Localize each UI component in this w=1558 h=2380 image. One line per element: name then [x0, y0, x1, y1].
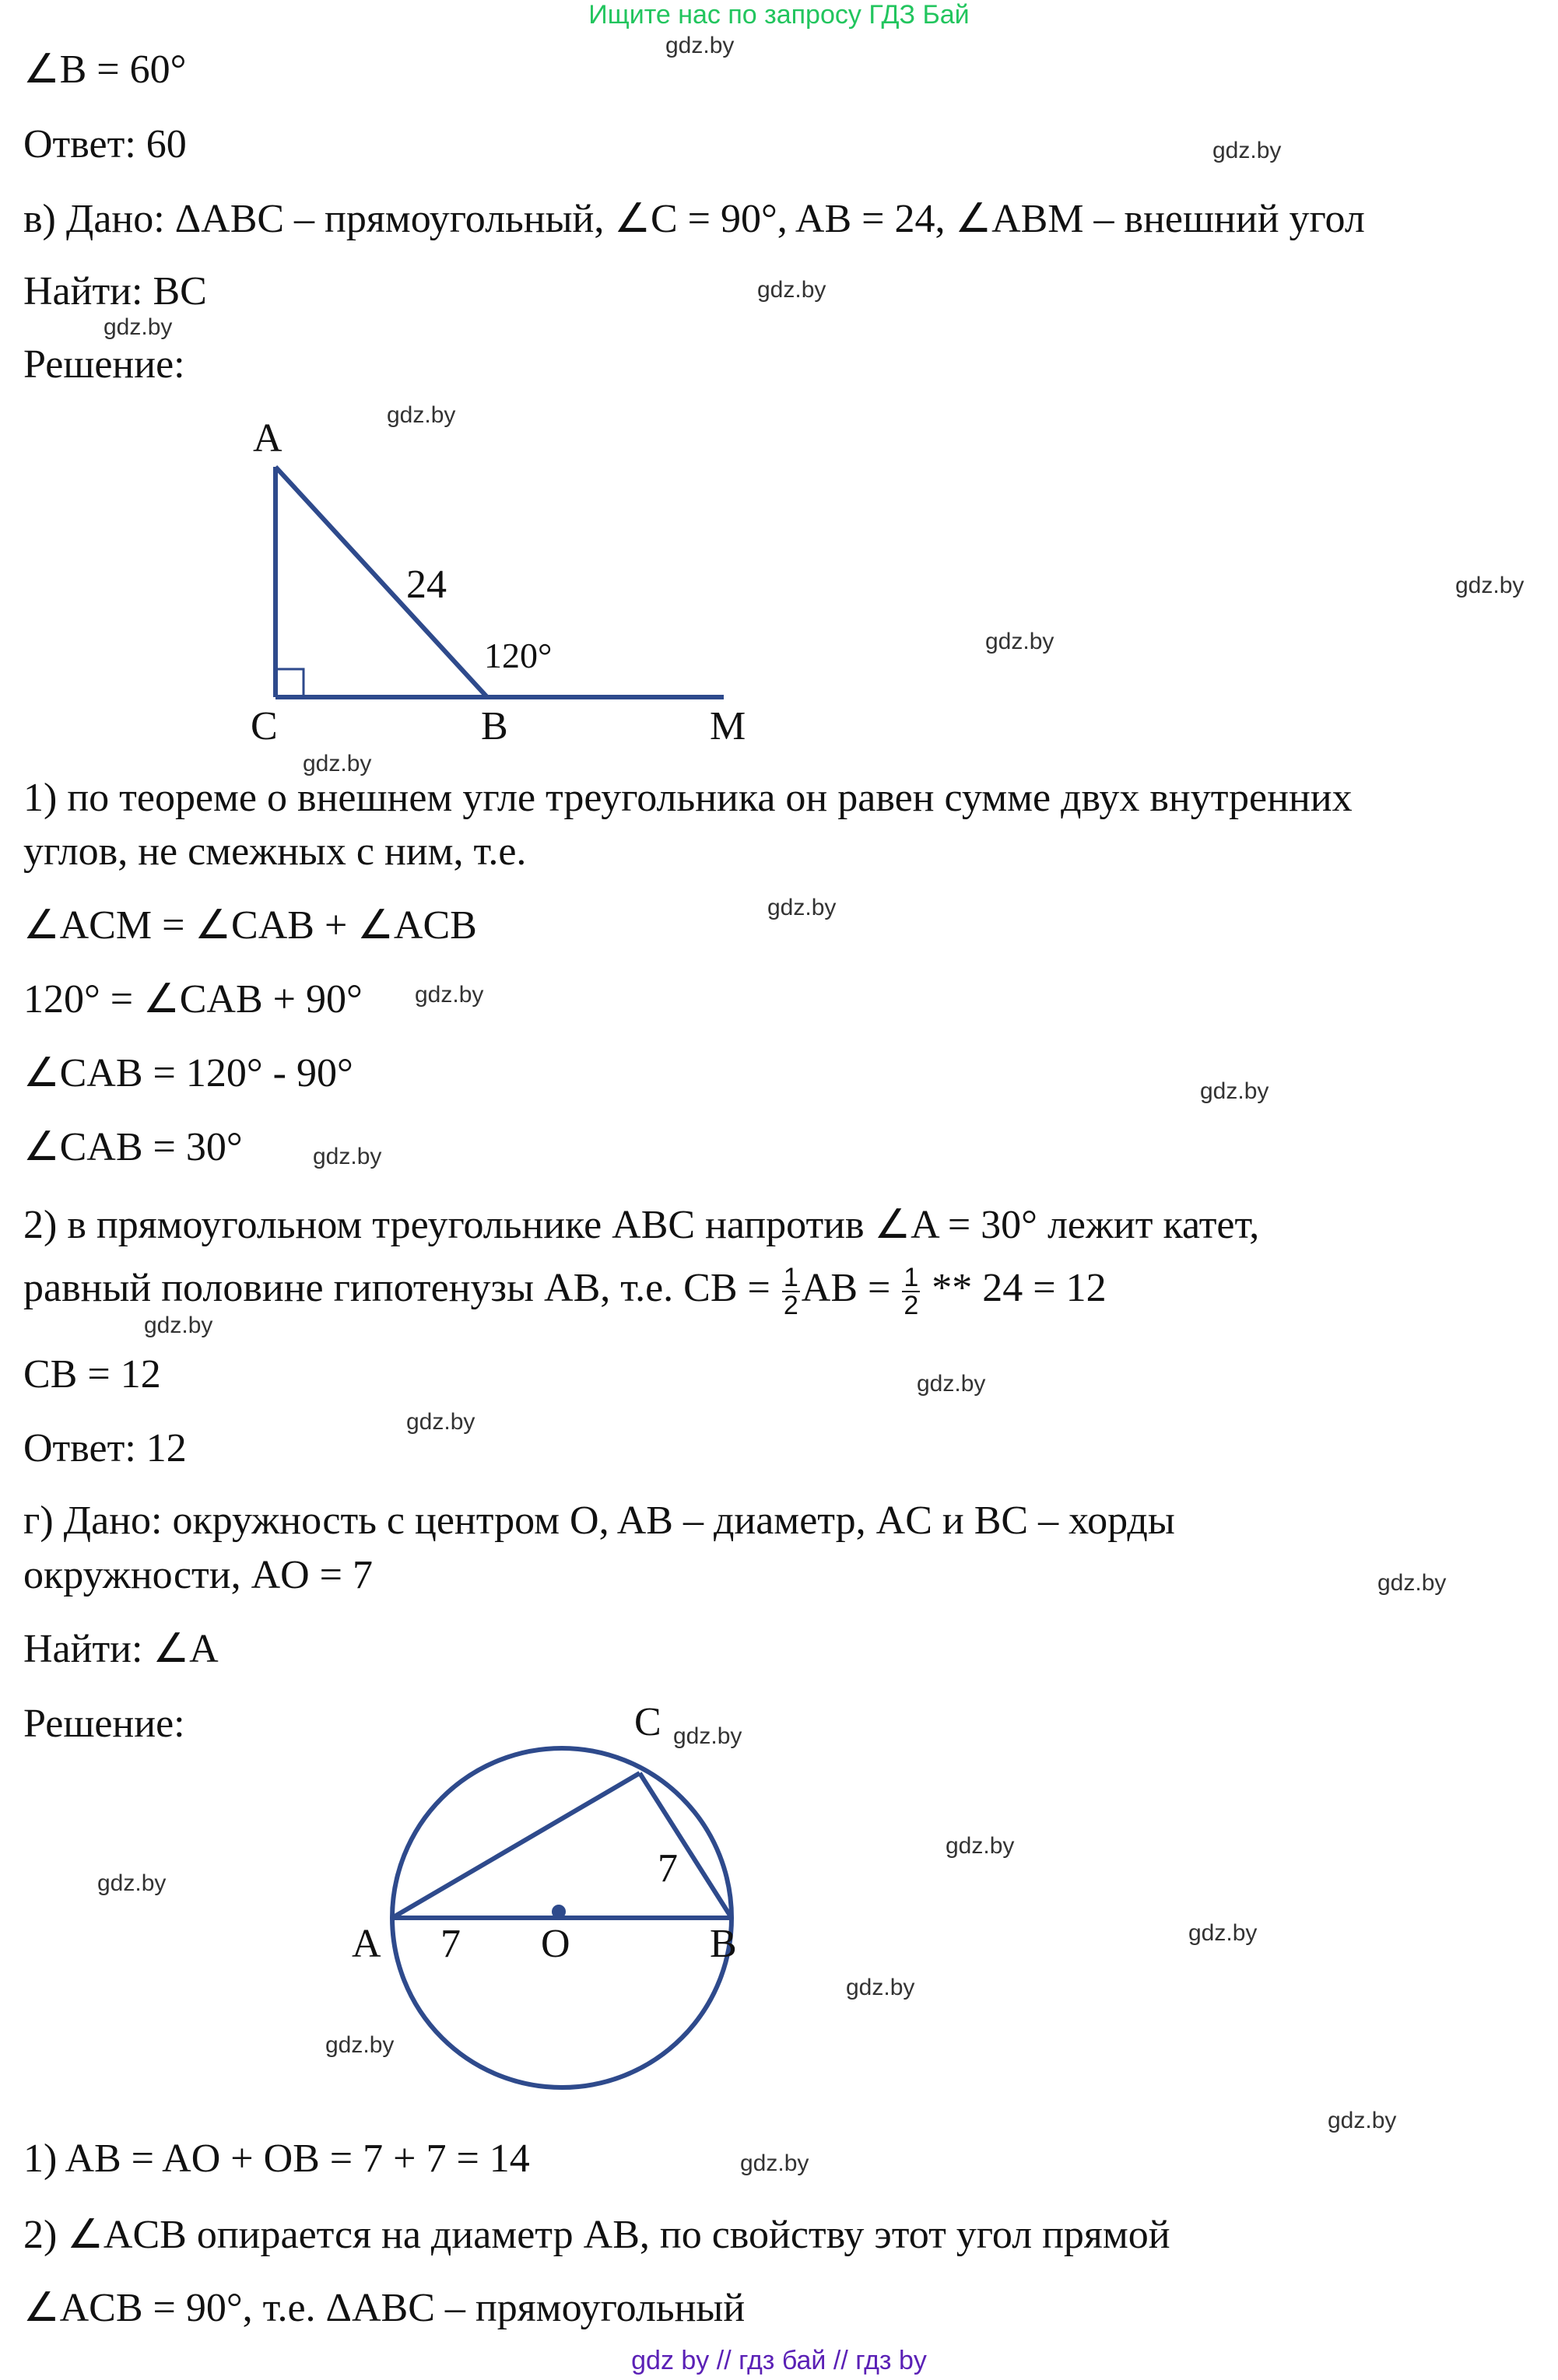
watermark: gdz.by	[1188, 1920, 1258, 1946]
equation-line: ∠CAB = 30°	[23, 1125, 243, 1169]
triangle-figure	[0, 405, 778, 762]
answer-line: Ответ: 60	[23, 122, 187, 166]
point-b-label: B	[710, 1922, 737, 1966]
watermark: gdz.by	[946, 1833, 1015, 1859]
watermark: gdz.by	[665, 33, 735, 58]
watermark: gdz.by	[767, 895, 837, 920]
half-fraction	[782, 1264, 800, 1319]
equation-line: 1) AB = AO + OB = 7 + 7 = 14	[23, 2136, 530, 2181]
find-line: Найти: ∠A	[23, 1627, 219, 1671]
vertex-b-label: B	[481, 704, 508, 748]
bc-length-label: 7	[658, 1846, 678, 1891]
watermark: gdz.by	[740, 2150, 809, 2176]
vertex-a-label: A	[253, 416, 282, 461]
watermark: gdz.by	[303, 751, 372, 776]
exterior-angle-label: 120°	[484, 636, 553, 675]
hypotenuse-length-label: 24	[406, 563, 447, 607]
watermark: gdz.by	[387, 402, 456, 428]
watermark: gdz.by	[917, 1371, 986, 1397]
chord-ac	[392, 1773, 640, 1918]
footer-links[interactable]: gdz by // гдз бай // гдз by	[631, 2346, 927, 2375]
answer-line: Ответ: 12	[23, 1426, 187, 1470]
text-line: ∠ACB = 90°, т.е. ΔABC – прямоугольный	[23, 2286, 746, 2330]
watermark: gdz.by	[406, 1409, 475, 1435]
fraction-denominator: 2	[904, 1291, 919, 1320]
watermark: gdz.by	[97, 1870, 167, 1896]
fraction-line-part2: AB =	[801, 1265, 901, 1310]
watermark: gdz.by	[104, 314, 173, 340]
text-line: ∠B = 60°	[23, 47, 187, 92]
top-banner[interactable]: Ищите нас по запросу ГДЗ Бай	[588, 0, 970, 30]
watermark: gdz.by	[1200, 1078, 1269, 1104]
vertex-m-label: M	[710, 704, 746, 748]
watermark: gdz.by	[846, 1975, 915, 2000]
watermark: gdz.by	[673, 1723, 742, 1749]
watermark: gdz.by	[985, 629, 1054, 654]
point-o-label: O	[541, 1922, 570, 1966]
given-line: г) Дано: окружность с центром O, AB – диаметр, AC и BC – хорды	[23, 1498, 1175, 1543]
watermark: gdz.by	[415, 982, 484, 1008]
text-line: 2) ∠ACB опирается на диаметр AB, по свойству этот угол прямой	[23, 2213, 1170, 2257]
fraction-line	[23, 1264, 1107, 1319]
right-angle-mark	[275, 669, 304, 697]
fraction-line-part1: равный половине гипотенузы AB, т.е. CB =	[23, 1265, 781, 1310]
solution-heading: Решение:	[23, 342, 185, 387]
solution-heading: Решение:	[23, 1702, 185, 1746]
fraction-denominator: 2	[783, 1291, 798, 1320]
watermark: gdz.by	[1212, 138, 1282, 163]
find-line: Найти: BC	[23, 269, 207, 314]
watermark: gdz.by	[1328, 2108, 1397, 2133]
fraction-numerator: 1	[783, 1263, 798, 1292]
vertex-c-label: C	[251, 704, 278, 748]
point-c-label: C	[634, 1700, 661, 1744]
given-line: в) Дано: ΔABC – прямоугольный, ∠C = 90°, AB = 24, ∠ABM – внешний угол	[23, 197, 1365, 241]
watermark: gdz.by	[1455, 573, 1525, 598]
fraction-line-part3: ** 24 = 12	[921, 1265, 1107, 1310]
half-fraction	[902, 1264, 920, 1319]
triangle-hypotenuse	[275, 467, 487, 697]
text-line: 1) по теореме о внешнем угле треугольника он равен сумме двух внутренних	[23, 776, 1353, 820]
watermark: gdz.by	[1377, 1570, 1447, 1596]
point-a-label: A	[352, 1922, 381, 1966]
fraction-numerator: 1	[904, 1263, 919, 1292]
equation-line: 120° = ∠CAB + 90°	[23, 977, 363, 1022]
text-line: 2) в прямоугольном треугольнике ABC напротив ∠A = 30° лежит катет,	[23, 1203, 1260, 1247]
text-line: углов, не смежных с ним, т.е.	[23, 829, 527, 874]
watermark: gdz.by	[144, 1313, 213, 1338]
equation-line: ∠ACM = ∠CAB + ∠ACB	[23, 903, 477, 948]
ao-length-label: 7	[440, 1922, 461, 1966]
watermark: gdz.by	[325, 2032, 395, 2058]
center-point	[552, 1905, 566, 1919]
watermark: gdz.by	[757, 277, 826, 303]
watermark: gdz.by	[313, 1144, 382, 1169]
equation-line: CB = 12	[23, 1352, 161, 1397]
given-line: окружности, AO = 7	[23, 1553, 374, 1597]
equation-line: ∠CAB = 120° - 90°	[23, 1051, 353, 1095]
